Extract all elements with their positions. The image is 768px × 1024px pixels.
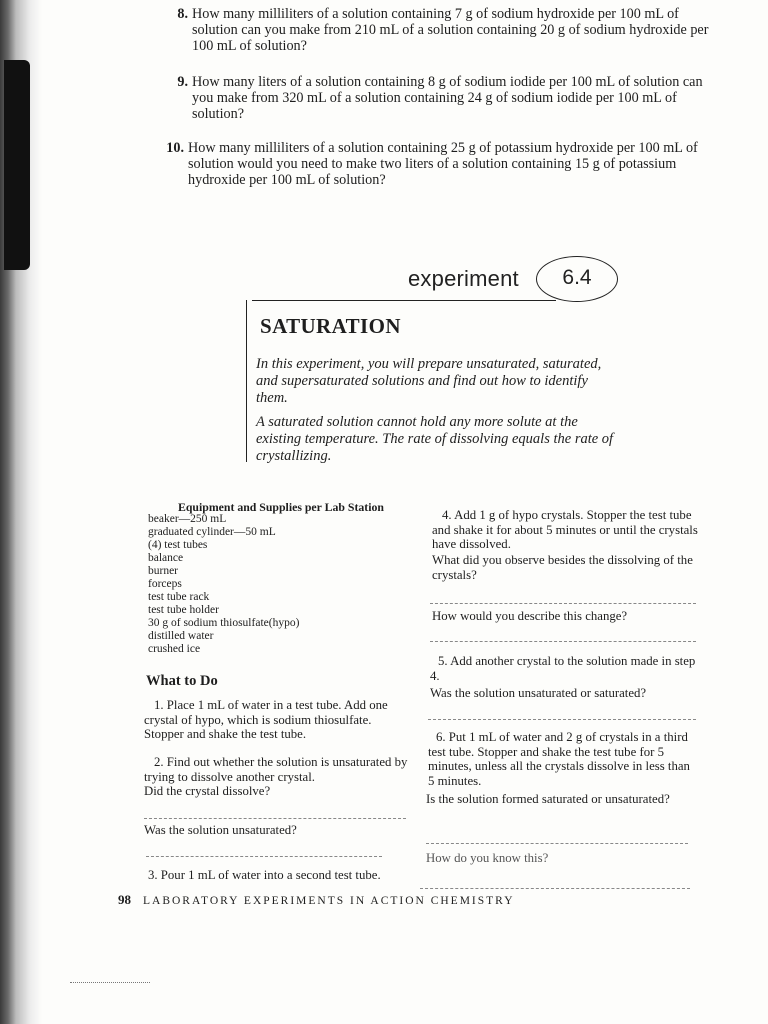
answer-line[interactable] <box>146 856 382 857</box>
step-2-question-2: Was the solution unsaturated? <box>144 823 297 837</box>
answer-line[interactable] <box>430 603 696 604</box>
step-4: 4. Add 1 g of hypo crystals. Stopper the test tube and shake it for about 5 minutes or until the crystals have dissolved. <box>432 508 698 551</box>
title-rule <box>252 300 556 301</box>
equipment-item: forceps <box>148 578 182 590</box>
equipment-item: test tube rack <box>148 591 210 603</box>
equipment-list <box>148 513 299 656</box>
step-3: 3. Pour 1 mL of water into a second test tube. <box>148 868 381 882</box>
equipment-item: balance <box>148 552 184 564</box>
question-number: 10. <box>166 140 184 156</box>
question-text: How many milliliters of a solution containing 25 g of potassium hydroxide per 100 mL of solution would you need to make two liters of a solution containing 15 g of potassium hydroxide per 100 mL of solution? <box>188 140 698 188</box>
step-2: 2. Find out whether the solution is unsaturated by trying to dissolve another crystal. <box>144 755 408 784</box>
question-10 <box>166 140 718 188</box>
equipment-item: beaker—250 mL <box>148 513 227 525</box>
step-5-question-1: Was the solution unsaturated or saturated? <box>430 686 647 700</box>
step-6: 6. Put 1 mL of water and 2 g of crystals in a third test tube. Stopper and shake the test tube for 5 minutes, unless all the crystals dissolve in less than 5 minutes. <box>428 730 690 788</box>
intro-paragraph-2: A saturated solution cannot hold any more solute at the existing temperature. The rate of dissolving equals the rate of crystallizing. <box>256 414 614 464</box>
step-6-question-2: How do you know this? <box>426 851 549 865</box>
title-side-rule <box>246 300 247 462</box>
binding-edge <box>4 60 30 270</box>
step-1: 1. Place 1 mL of water in a test tube. Add one crystal of hypo, which is sodium thiosulfate. Stopper and shake the test tube. <box>144 698 388 741</box>
equipment-item: (4) test tubes <box>148 539 208 551</box>
question-text: How many milliliters of a solution containing 7 g of sodium hydroxide per 100 mL of solution can you make from 210 mL of a solution containing 20 g of sodium hydroxide per 100 mL of solution? <box>192 6 709 54</box>
equipment-item: test tube holder <box>148 604 219 616</box>
page-footer <box>118 892 515 908</box>
page-number: 98 <box>118 892 131 907</box>
step-4-question-1: What did you observe besides the dissolving of the crystals? <box>432 553 693 582</box>
intro-paragraph-1: In this experiment, you will prepare unsaturated, saturated, and supersaturated solutions and find out how to identify them. <box>256 356 602 406</box>
step-5: 5. Add another crystal to the solution made in step 4. <box>430 654 696 683</box>
book-title: LABORATORY EXPERIMENTS IN ACTION CHEMISTRY <box>143 895 515 907</box>
question-9 <box>177 74 720 122</box>
question-number: 8. <box>177 6 188 22</box>
experiment-word: experiment <box>408 266 519 291</box>
equipment-item: 30 g of sodium thiosulfate(hypo) <box>148 617 300 629</box>
experiment-label <box>408 252 620 306</box>
answer-line[interactable] <box>426 843 688 844</box>
step-4-question-2: How would you describe this change? <box>432 609 628 623</box>
question-number: 9. <box>177 74 188 90</box>
question-text: How many liters of a solution containing 8 g of sodium iodide per 100 mL of solution can you make from 320 mL of a solution containing 24 g of sodium iodide per 100 mL of solution? <box>192 74 703 122</box>
answer-line[interactable] <box>428 719 696 720</box>
experiment-title: SATURATION <box>260 314 401 338</box>
answer-line[interactable] <box>430 641 696 642</box>
equipment-item: burner <box>148 565 179 577</box>
answer-line[interactable] <box>420 888 690 889</box>
question-8 <box>177 6 720 54</box>
equipment-item: graduated cylinder—50 mL <box>148 526 276 538</box>
equipment-item: crushed ice <box>148 643 201 655</box>
scan-artifact <box>70 982 150 985</box>
step-6-question-1: Is the solution formed saturated or unsaturated? <box>426 792 670 806</box>
equipment-item: distilled water <box>148 630 214 642</box>
experiment-number: 6.4 <box>562 266 592 289</box>
answer-line[interactable] <box>144 818 406 819</box>
what-to-do-heading: What to Do <box>146 673 218 689</box>
step-2-question-1: Did the crystal dissolve? <box>144 784 271 798</box>
equipment-heading: Equipment and Supplies per Lab Station <box>178 500 384 514</box>
